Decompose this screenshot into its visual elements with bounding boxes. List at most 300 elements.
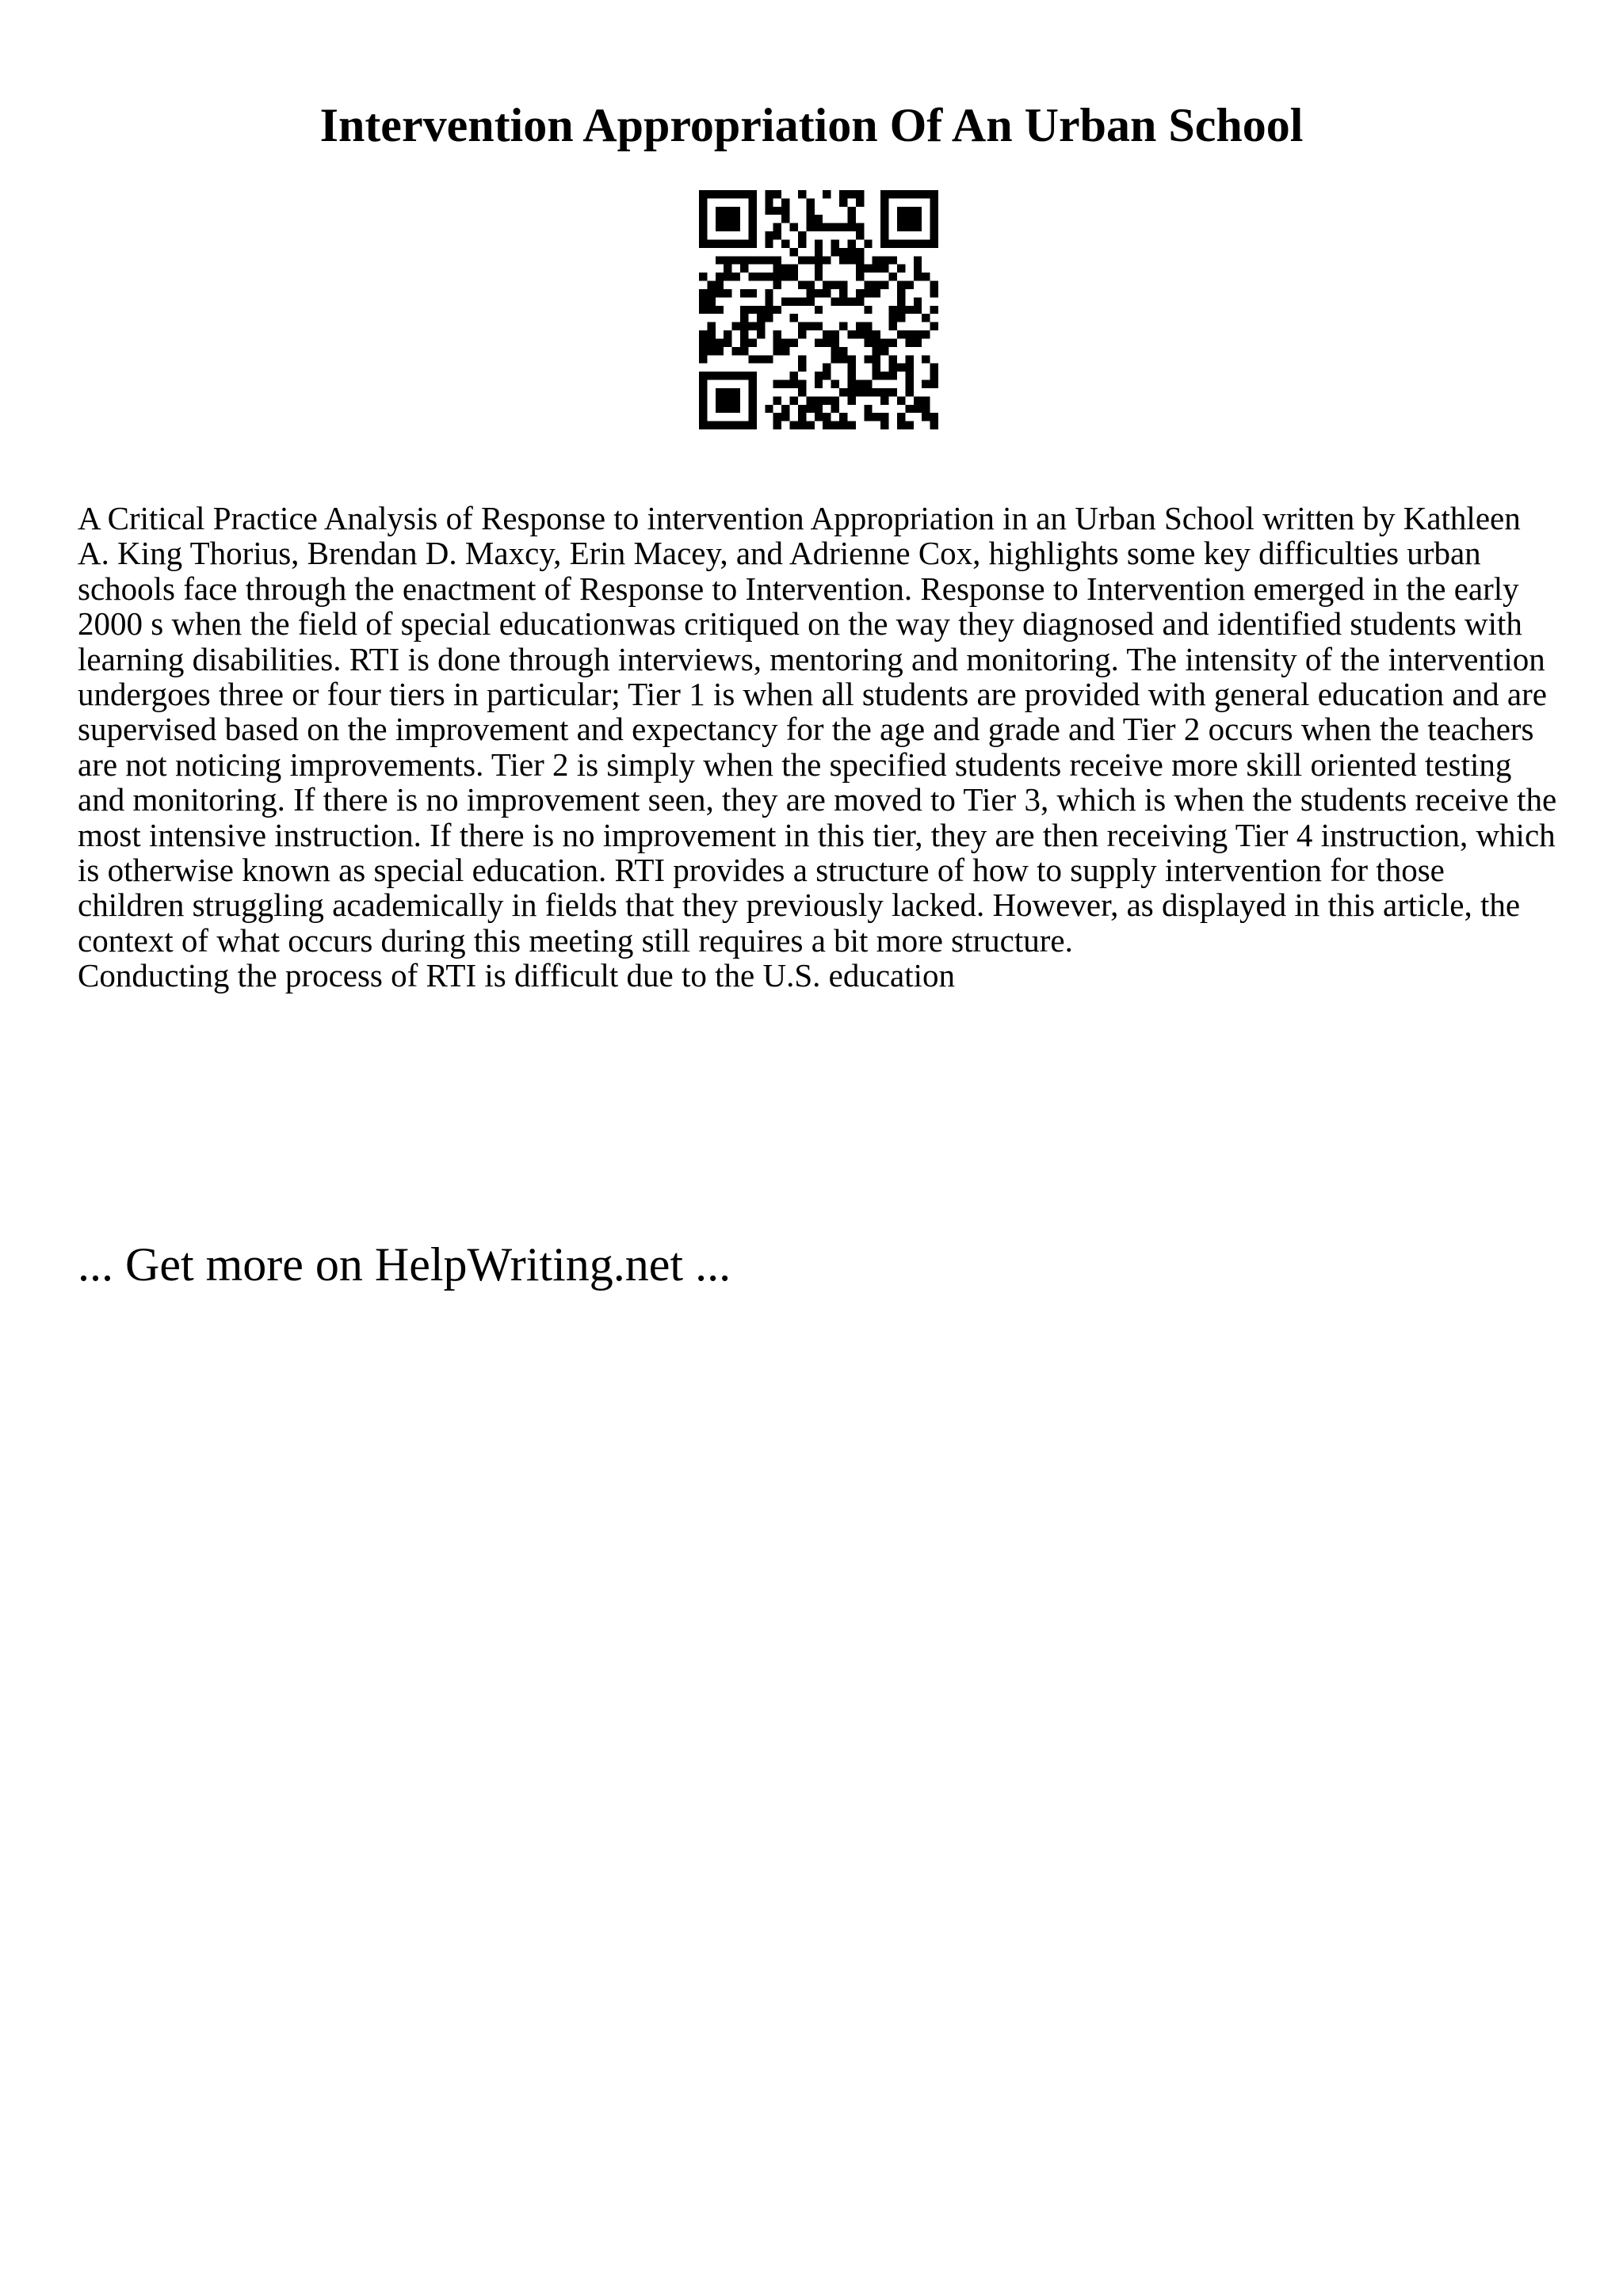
qr-module [889,372,897,379]
qr-module [880,265,888,273]
qr-module [815,273,823,280]
qr-module [757,322,765,330]
qr-module [930,322,938,330]
qr-module [757,314,765,322]
qr-module [773,421,781,429]
qr-module [798,405,806,413]
qr-module [856,322,864,330]
qr-module [724,372,731,379]
qr-module [823,190,831,198]
qr-module [699,338,707,346]
qr-module [914,265,922,273]
qr-module [873,372,880,379]
qr-module [831,297,839,305]
qr-module [905,421,913,429]
qr-module [748,322,756,330]
qr-module [773,273,781,280]
qr-module [773,396,781,404]
qr-module [831,281,839,289]
qr-module [724,190,731,198]
qr-module [914,223,922,231]
qr-module [897,265,905,273]
qr-module [905,239,913,247]
qr-module [930,380,938,388]
qr-module [914,396,922,404]
qr-module [765,273,773,280]
qr-module [914,297,922,305]
qr-module [781,380,789,388]
qr-module [798,330,806,338]
qr-module [740,239,748,247]
qr-module [930,421,938,429]
qr-module [716,215,724,223]
qr-module [880,223,888,231]
qr-module [922,396,930,404]
qr-module [748,207,756,215]
qr-module [790,421,798,429]
qr-module [847,223,855,231]
qr-module [765,289,773,297]
qr-module [880,256,888,264]
qr-module [724,289,731,297]
qr-module [806,207,814,215]
qr-module [781,215,789,223]
qr-module [707,421,715,429]
qr-module [889,256,897,264]
qr-module [864,355,872,363]
qr-module [864,405,872,413]
qr-module [880,207,888,215]
qr-module [880,421,888,429]
qr-module [716,273,724,280]
qr-module [873,281,880,289]
qr-module [823,256,831,264]
qr-module [914,190,922,198]
qr-module [905,215,913,223]
qr-module [847,372,855,379]
qr-module [798,413,806,421]
qr-module [806,281,814,289]
qr-module [856,273,864,280]
qr-module [806,256,814,264]
qr-module [765,306,773,314]
qr-module [823,289,831,297]
qr-module [905,306,913,314]
qr-module [732,239,740,247]
qr-module [781,265,789,273]
qr-module [748,289,756,297]
qr-module [716,388,724,396]
qr-module [839,256,847,264]
qr-module [905,364,913,372]
qr-module [914,256,922,264]
qr-module [790,248,798,256]
qr-module [831,405,839,413]
qr-module [856,231,864,239]
qr-module [873,265,880,273]
qr-module [798,421,806,429]
qr-module [699,405,707,413]
qr-module [815,289,823,297]
paragraph-2: Conducting the process of RTI is difficult due to the U.S. education [78,957,955,994]
qr-module [897,289,905,297]
qr-module [880,239,888,247]
document-title: Intervention Appropriation Of An Urban School [319,99,1304,151]
qr-module [699,223,707,231]
qr-module [930,231,938,239]
qr-module [765,198,773,206]
qr-module [873,338,880,346]
qr-module [716,281,724,289]
qr-module [930,281,938,289]
qr-module [765,231,773,239]
qr-module [864,380,872,388]
qr-module [864,306,872,314]
qr-module [699,289,707,297]
qr-module [748,413,756,421]
qr-module [847,207,855,215]
qr-module [922,380,930,388]
qr-module [847,364,855,372]
qr-module [847,248,855,256]
qr-module [748,405,756,413]
qr-module [873,364,880,372]
qr-module [847,388,855,396]
qr-module [905,207,913,215]
qr-module [724,396,731,404]
qr-module [905,380,913,388]
qr-module [831,338,839,346]
qr-module [839,322,847,330]
qr-module [823,372,831,379]
qr-module [707,239,715,247]
qr-module [889,364,897,372]
qr-module [922,413,930,421]
qr-module [740,372,748,379]
qr-module [773,281,781,289]
qr-module [873,388,880,396]
paragraph-1: A Critical Practice Analysis of Response to intervention Appropriation in an Urban School written by Kathleen A. King Thorius, Brendan D. Maxcy, Erin Macey, and Adrienne Cox, highlights some key difficulties urban schools face through the enactment of Response to Intervention. Response to Intervention emerged in the early 2000 s when the field of special educationwas critiqued on the way they diagnosed and identified students with learning disabilities. RTI is done through interviews, mentoring and monitoring. The intensity of the intervention undergoes three or four tiers in particular; Tier 1 is when all students are provided with general education and are supervised based on the improvement and expectancy for the age and grade and Tier 2 occurs when the teachers are not noticing improvements. Tier 2 is simply when the specified students receive more skill oriented testing and monitoring. If there is no improvement seen, they are moved to Tier 3, which is when the students receive the most intensive instruction. If there is no improvement in this tier, they are then receiving Tier 4 instruction, which is otherwise known as special education. RTI provides a structure of how to supply intervention for those children struggling academically in fields that they previously lacked. However, as displayed in this article, the context of what occurs during this meeting still requires a bit more structure. [78,500,1557,959]
qr-module [798,388,806,396]
qr-module [798,190,806,198]
qr-module [823,330,831,338]
qr-module [773,256,781,264]
qr-module [815,405,823,413]
qr-module [707,347,715,355]
qr-module [864,413,872,421]
qr-module [765,297,773,305]
qr-module [732,421,740,429]
qr-module [815,215,823,223]
qr-module [716,372,724,379]
qr-module [897,215,905,223]
qr-module [748,355,756,363]
qr-module [699,347,707,355]
qr-module [905,405,913,413]
qr-module [748,231,756,239]
qr-module [790,338,798,346]
qr-module [699,413,707,421]
qr-module [732,322,740,330]
qr-module [757,273,765,280]
qr-module [699,372,707,379]
qr-module [873,330,880,338]
qr-module [790,273,798,280]
qr-module [699,306,707,314]
qr-module [831,421,839,429]
qr-module [798,281,806,289]
qr-module [798,256,806,264]
qr-module [815,256,823,264]
qr-module [781,239,789,247]
qr-module [748,396,756,404]
qr-module [897,281,905,289]
qr-module [905,330,913,338]
qr-module [724,265,731,273]
qr-module [922,239,930,247]
qr-module [716,289,724,297]
qr-module [716,239,724,247]
qr-module [847,190,855,198]
qr-module [724,273,731,280]
qr-module [806,322,814,330]
qr-module [873,355,880,363]
qr-module [707,330,715,338]
qr-module [757,256,765,264]
qr-module [707,372,715,379]
qr-module [831,239,839,247]
qr-module [922,405,930,413]
qr-module [847,355,855,363]
qr-module [748,239,756,247]
qr-module [889,355,897,363]
qr-module [864,330,872,338]
qr-module [839,388,847,396]
qr-module [930,215,938,223]
qr-module [839,347,847,355]
qr-module [922,314,930,322]
qr-module [930,372,938,379]
qr-module [864,322,872,330]
qr-module [839,297,847,305]
qr-module [781,405,789,413]
qr-module [864,239,872,247]
qr-module [905,281,913,289]
qr-module [897,413,905,421]
qr-module [748,256,756,264]
qr-module [889,322,897,330]
qr-module [765,190,773,198]
qr-module [930,364,938,372]
qr-module [765,256,773,264]
get-more-link-text: ... Get more on HelpWriting.net ... [78,1238,731,1291]
qr-module [707,289,715,297]
qr-module [823,421,831,429]
qr-module [880,190,888,198]
qr-module [740,347,748,355]
qr-module [889,388,897,396]
qr-module [781,273,789,280]
qr-module [724,215,731,223]
qr-module [740,338,748,346]
qr-module [897,364,905,372]
qr-module [732,388,740,396]
qr-module [880,198,888,206]
qr-module [732,372,740,379]
qr-module [930,239,938,247]
qr-module [757,330,765,338]
article-body [78,501,1558,994]
qr-module [889,338,897,346]
qr-module [823,281,831,289]
qr-module [930,223,938,231]
qr-module [815,372,823,379]
qr-module [839,198,847,206]
qr-module [930,306,938,314]
qr-module [732,256,740,264]
qr-module [716,396,724,404]
qr-module [839,413,847,421]
qr-module [740,314,748,322]
qr-module [897,330,905,338]
qr-module [773,380,781,388]
qr-module [905,190,913,198]
qr-module [815,380,823,388]
qr-module [798,231,806,239]
qr-module [724,421,731,429]
qr-module [930,190,938,198]
qr-module [781,207,789,215]
qr-module [880,413,888,421]
qr-module [765,405,773,413]
qr-module [740,306,748,314]
qr-module [798,297,806,305]
qr-module [856,248,864,256]
qr-module [748,388,756,396]
qr-module [790,372,798,379]
qr-module [732,190,740,198]
qr-module [790,314,798,322]
qr-module [856,330,864,338]
qr-module [740,190,748,198]
qr-module [724,256,731,264]
qr-module [757,355,765,363]
qr-module [897,314,905,322]
qr-module [856,256,864,264]
qr-module [856,297,864,305]
qr-module [897,421,905,429]
qr-module [748,215,756,223]
qr-module [699,273,707,280]
qr-module [748,223,756,231]
qr-module [831,396,839,404]
qr-module [748,421,756,429]
qr-module [897,223,905,231]
qr-module [740,322,748,330]
qr-module [914,338,922,346]
qr-module [716,421,724,429]
qr-module [798,380,806,388]
qr-module [831,223,839,231]
qr-module [823,338,831,346]
qr-module [905,355,913,363]
qr-module [914,239,922,247]
qr-module [740,256,748,264]
qr-module [707,297,715,305]
qr-module [699,421,707,429]
qr-module [773,231,781,239]
qr-module [716,256,724,264]
qr-module [724,207,731,215]
qr-module [922,355,930,363]
qr-module [699,396,707,404]
qr-module [806,396,814,404]
qr-module [815,413,823,421]
qr-module [922,190,930,198]
qr-module [781,347,789,355]
qr-module [748,198,756,206]
qr-module [716,190,724,198]
qr-module [856,388,864,396]
qr-module [781,198,789,206]
qr-module [839,289,847,297]
qr-module [699,297,707,305]
qr-module [856,190,864,198]
qr-module [740,265,748,273]
qr-module [724,338,731,346]
qr-module [798,322,806,330]
qr-module [806,421,814,429]
qr-module [864,289,872,297]
qr-module [748,306,756,314]
qr-module [815,338,823,346]
qr-module [897,297,905,305]
qr-module [831,380,839,388]
qr-module [773,190,781,198]
qr-module [839,190,847,198]
qr-module [699,330,707,338]
qr-module [806,297,814,305]
qr-module [880,338,888,346]
qr-module [839,223,847,231]
qr-module [765,207,773,215]
qr-module [914,215,922,223]
qr-module [847,330,855,338]
qr-module [889,273,897,280]
qr-module [806,223,814,231]
qr-module [716,306,724,314]
qr-module [880,281,888,289]
qr-module [856,265,864,273]
qr-module [732,347,740,355]
qr-module [716,207,724,215]
qr-module [790,223,798,231]
qr-module [806,198,814,206]
qr-module [823,413,831,421]
qr-module [740,330,748,338]
qr-module [831,248,839,256]
qr-module [806,215,814,223]
qr-module [880,215,888,223]
qr-module [798,364,806,372]
qr-module [847,256,855,264]
qr-module [748,273,756,280]
qr-module [880,231,888,239]
qr-module [699,355,707,363]
qr-module [815,265,823,273]
qr-module [905,223,913,231]
qr-module [765,355,773,363]
